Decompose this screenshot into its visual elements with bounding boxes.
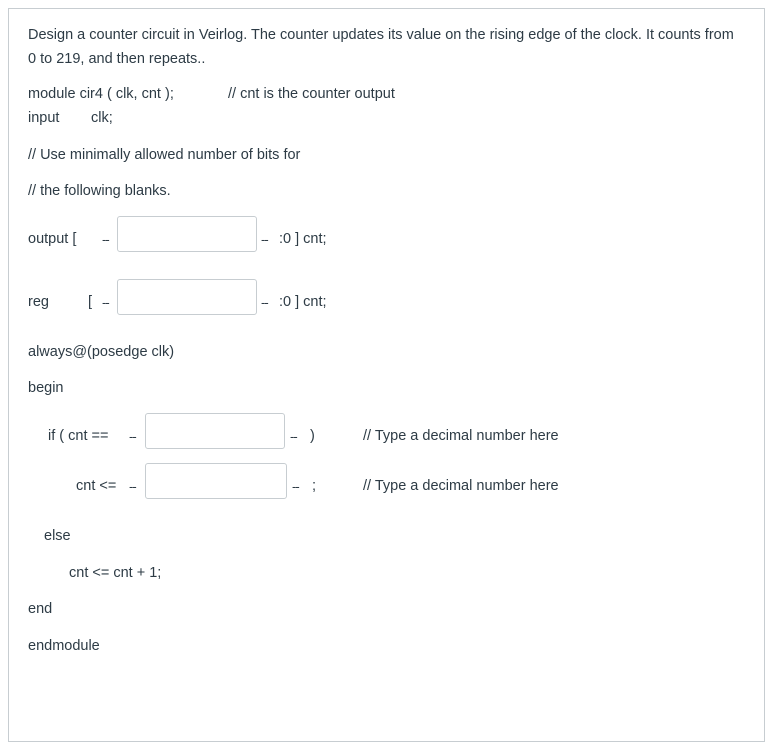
endmodule-keyword: endmodule [28, 638, 100, 654]
question-panel [8, 8, 765, 742]
blank-marker-right: -- [261, 295, 268, 310]
else-keyword: else [44, 528, 71, 544]
reg-declaration-open: [ [88, 294, 93, 310]
question-prompt: Design a counter circuit in Veirlog. The counter updates its value on the rising edge of the clock. It counts from 0 to 219, and then repeats.. [28, 27, 734, 67]
blank-marker-right: -- [290, 429, 297, 444]
begin-keyword: begin [28, 380, 64, 396]
blank-marker-left: -- [102, 232, 109, 247]
bits-comment-line2: // the following blanks. [28, 183, 171, 199]
output-declaration-open: output [ [28, 231, 77, 247]
reg-keyword: reg [28, 294, 49, 310]
blank-marker-left: -- [102, 295, 109, 310]
bits-comment-line1: // Use minimally allowed number of bits for [28, 147, 301, 163]
reg-msb-input[interactable] [117, 279, 257, 315]
input-signal: clk; [91, 110, 113, 126]
output-msb-input[interactable] [117, 216, 257, 252]
compare-value-input[interactable] [145, 413, 285, 449]
blank-marker-left: -- [129, 479, 136, 494]
reset-hint-comment: // Type a decimal number here [363, 478, 559, 494]
increment-statement: cnt <= cnt + 1; [69, 565, 162, 581]
blank-marker-right: -- [261, 232, 268, 247]
end-keyword: end [28, 601, 53, 617]
always-block: always@(posedge clk) [28, 344, 175, 360]
output-declaration-close: :0 ] cnt; [279, 231, 327, 247]
module-comment: // cnt is the counter output [228, 86, 395, 102]
reset-assign-open: cnt <= [76, 478, 117, 494]
if-condition-open: if ( cnt == [48, 428, 109, 444]
reset-value-input[interactable] [145, 463, 287, 499]
reset-assign-close: ; [312, 478, 317, 494]
blank-marker-left: -- [129, 429, 136, 444]
compare-hint-comment: // Type a decimal number here [363, 428, 559, 444]
input-keyword: input [28, 110, 60, 126]
if-condition-close: ) [310, 428, 315, 444]
blank-marker-right: -- [292, 479, 299, 494]
module-declaration: module cir4 ( clk, cnt ); [28, 86, 174, 102]
reg-declaration-close: :0 ] cnt; [279, 294, 327, 310]
